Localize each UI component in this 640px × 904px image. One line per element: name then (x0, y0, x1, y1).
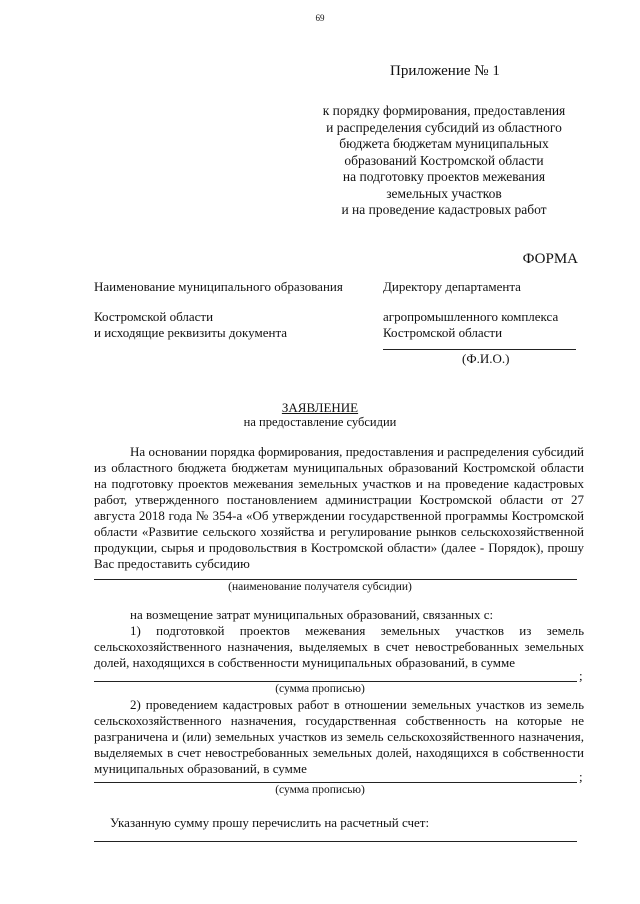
municipality-name-label: Наименование муниципального образования (94, 279, 343, 294)
appendix-description (300, 103, 588, 219)
amount-caption-1: (сумма прописью) (275, 683, 365, 695)
appendix-line: и распределения субсидий из областного (326, 119, 562, 135)
semicolon-2: ; (579, 769, 583, 784)
intro-paragraph: На основании порядка формирования, предоставления и распределения субсидий из областного бюджета бюджетам муниципальных образований Костромской области на подготовку проектов межевания земельных участков и на проведение кадастровых работ, утвержденного постановлением администрации Костромской области от 27 августа 2018 года № 354-а «Об утверждении государственной программы Костромской области «Развитие сельского хозяйства и регулирование рынков сельскохозяйственной продукции, сырья и продовольствия в Костромской области» (далее - Порядок), прошу Вас предоставить субсидию (94, 444, 584, 571)
recipient-name-line (94, 579, 577, 580)
appendix-line: образований Костромской области (344, 152, 544, 168)
municipality-region-label: Костромской области (94, 309, 214, 324)
appendix-line: земельных участков (386, 185, 502, 201)
appendix-line: к порядку формирования, предоставления (322, 103, 566, 118)
fio-signature-line (383, 349, 576, 350)
amount-line-1 (94, 681, 577, 682)
item-2-text: 2) проведением кадастровых работ в отношении земельных участков из земель сельскохозяйственного назначения, государственная собственность на которые не разграничена и (или) земельных участков из земель сельскохозяйственного назначения, выделяемых в счет невостребованных земельных долей, находящихся в собственности муниципальных образований, в сумме (94, 697, 584, 776)
compensation-line: на возмещение затрат муниципальных образований, связанных с: (130, 607, 494, 622)
outgoing-details-label: и исходящие реквизиты документа (94, 325, 288, 340)
amount-line-2 (94, 782, 577, 783)
form-label: ФОРМА (522, 251, 578, 267)
recipient-department-label: агропромышленного комплекса (383, 309, 559, 324)
appendix-title: Приложение № 1 (390, 63, 500, 79)
amount-caption-2: (сумма прописью) (275, 784, 365, 796)
recipient-region-label: Костромской области (383, 325, 503, 340)
transfer-request: Указанную сумму прошу перечислить на расчетный счет: (110, 815, 430, 830)
page-number: 69 (315, 13, 325, 23)
recipient-director-label: Директору департамента (383, 279, 521, 294)
appendix-line: бюджета бюджетам муниципальных (339, 136, 549, 151)
semicolon-1: ; (579, 668, 583, 683)
item-1-text: 1) подготовкой проектов межевания земельных участков из земель сельскохозяйственного назначения, выделяемых в счет невостребованных земельных долей, находящихся в собственности муниципальных образований, в сумме (94, 623, 584, 670)
recipient-caption: (наименование получателя субсидии) (228, 581, 412, 593)
account-line (94, 841, 577, 842)
statement-subtitle: на предоставление субсидии (243, 415, 397, 429)
appendix-line: и на проведение кадастровых работ (341, 202, 547, 217)
statement-title: ЗАЯВЛЕНИЕ (281, 400, 359, 415)
fio-label: (Ф.И.О.) (462, 351, 510, 366)
appendix-line: на подготовку проектов межевания (342, 169, 546, 184)
